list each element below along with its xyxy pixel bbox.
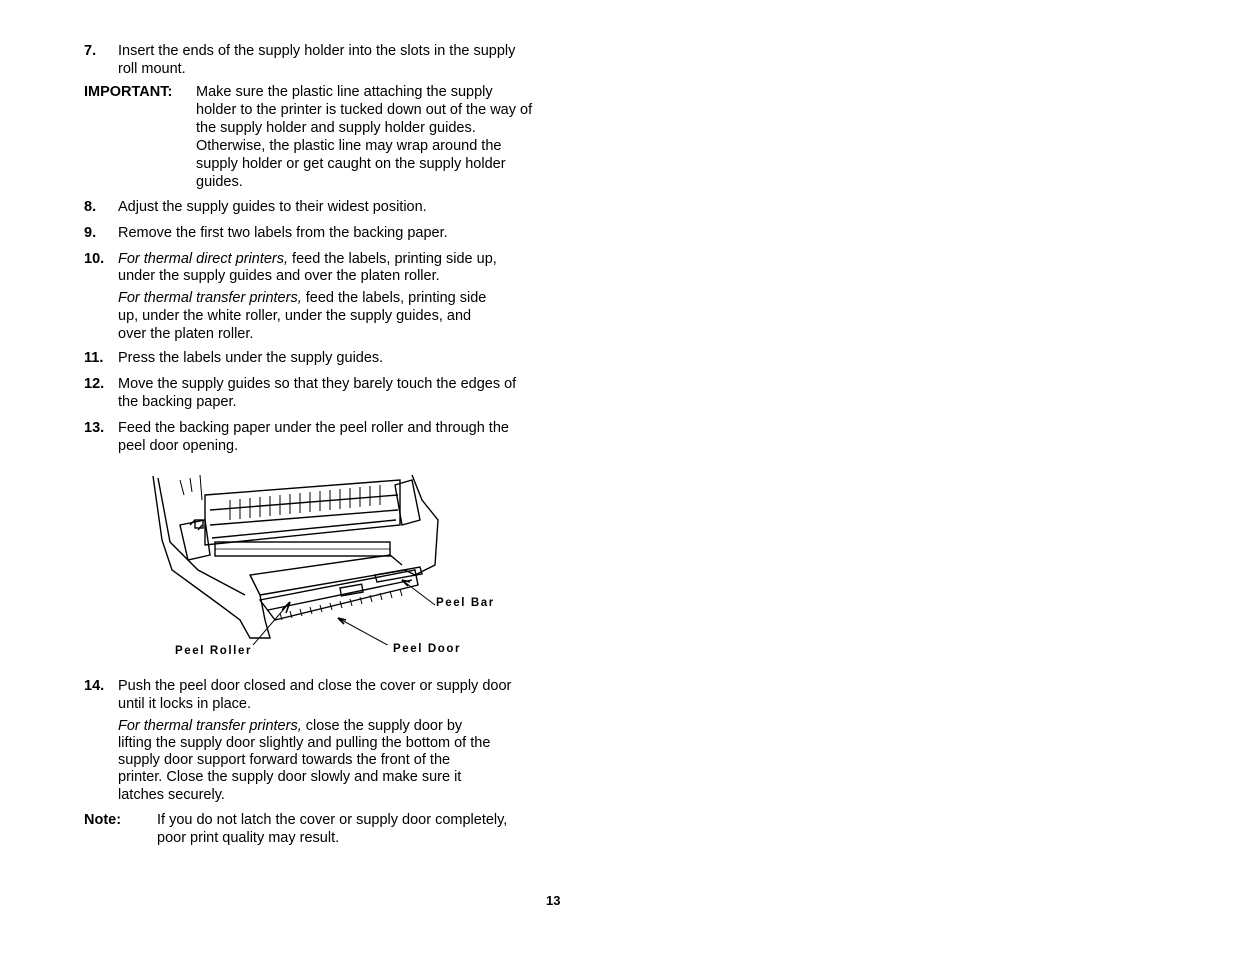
important-text: guides. [196, 174, 243, 190]
step-number: 9. [84, 225, 97, 241]
important-text: holder to the printer is tucked down out of the way of [196, 102, 533, 118]
step-text [118, 717, 462, 735]
printer-peel-illustration [150, 470, 450, 645]
emphasis: For thermal direct printers, [118, 251, 289, 267]
step-number: 11. [84, 350, 104, 366]
step-text: over the platen roller. [118, 326, 254, 342]
important-text: the supply holder and supply holder guides. [196, 120, 476, 136]
step-text: under the supply guides and over the platen roller. [118, 268, 440, 284]
note-text: poor print quality may result. [157, 830, 340, 846]
important-text: Otherwise, the plastic line may wrap around the [196, 138, 502, 154]
step-text: until it locks in place. [118, 696, 251, 712]
step-text: the backing paper. [118, 394, 237, 410]
step-number: 8. [84, 199, 97, 215]
important-text: Make sure the plastic line attaching the supply [196, 84, 493, 100]
step-text: Insert the ends of the supply holder into the slots in the supply [118, 43, 516, 59]
step-text-part: feed the labels, printing side up, [288, 251, 497, 267]
step-text-part: feed the labels, printing side [301, 290, 487, 306]
step-text: Move the supply guides so that they barely touch the edges of [118, 376, 517, 392]
step-text [118, 250, 497, 268]
step-number: 13. [84, 420, 105, 436]
step-text [118, 289, 486, 307]
note-label: Note: [84, 812, 122, 828]
step-text: roll mount. [118, 61, 186, 77]
step-text: latches securely. [118, 787, 225, 803]
step-text: Adjust the supply guides to their widest position. [118, 199, 427, 215]
figure-label-peel-door: Peel Door [393, 643, 462, 655]
figure-label-peel-roller: Peel Roller [175, 645, 253, 657]
step-text: Push the peel door closed and close the cover or supply door [118, 678, 512, 694]
step-number: 7. [84, 43, 97, 59]
step-text: up, under the white roller, under the supply guides, and [118, 308, 472, 324]
step-text: Press the labels under the supply guides. [118, 350, 384, 366]
step-text: Remove the first two labels from the backing paper. [118, 225, 448, 241]
page-number: 13 [546, 893, 561, 908]
step-number: 12. [84, 376, 105, 392]
step-text: supply door support forward towards the front of the [118, 752, 451, 768]
step-text: printer. Close the supply door slowly and make sure it [118, 769, 462, 785]
step-text: peel door opening. [118, 438, 239, 454]
step-text-part: close the supply door by [301, 718, 463, 734]
step-number: 10. [84, 251, 105, 267]
step-text: lifting the supply door slightly and pulling the bottom of the [118, 735, 491, 751]
emphasis: For thermal transfer printers, [118, 718, 302, 734]
figure-label-peel-bar: Peel Bar [436, 597, 495, 609]
step-text: Feed the backing paper under the peel roller and through the [118, 420, 509, 436]
important-label: IMPORTANT: [84, 84, 173, 100]
emphasis: For thermal transfer printers, [118, 290, 302, 306]
note-text: If you do not latch the cover or supply door completely, [157, 812, 508, 828]
important-text: supply holder or get caught on the supply holder [196, 156, 506, 172]
step-number: 14. [84, 678, 105, 694]
